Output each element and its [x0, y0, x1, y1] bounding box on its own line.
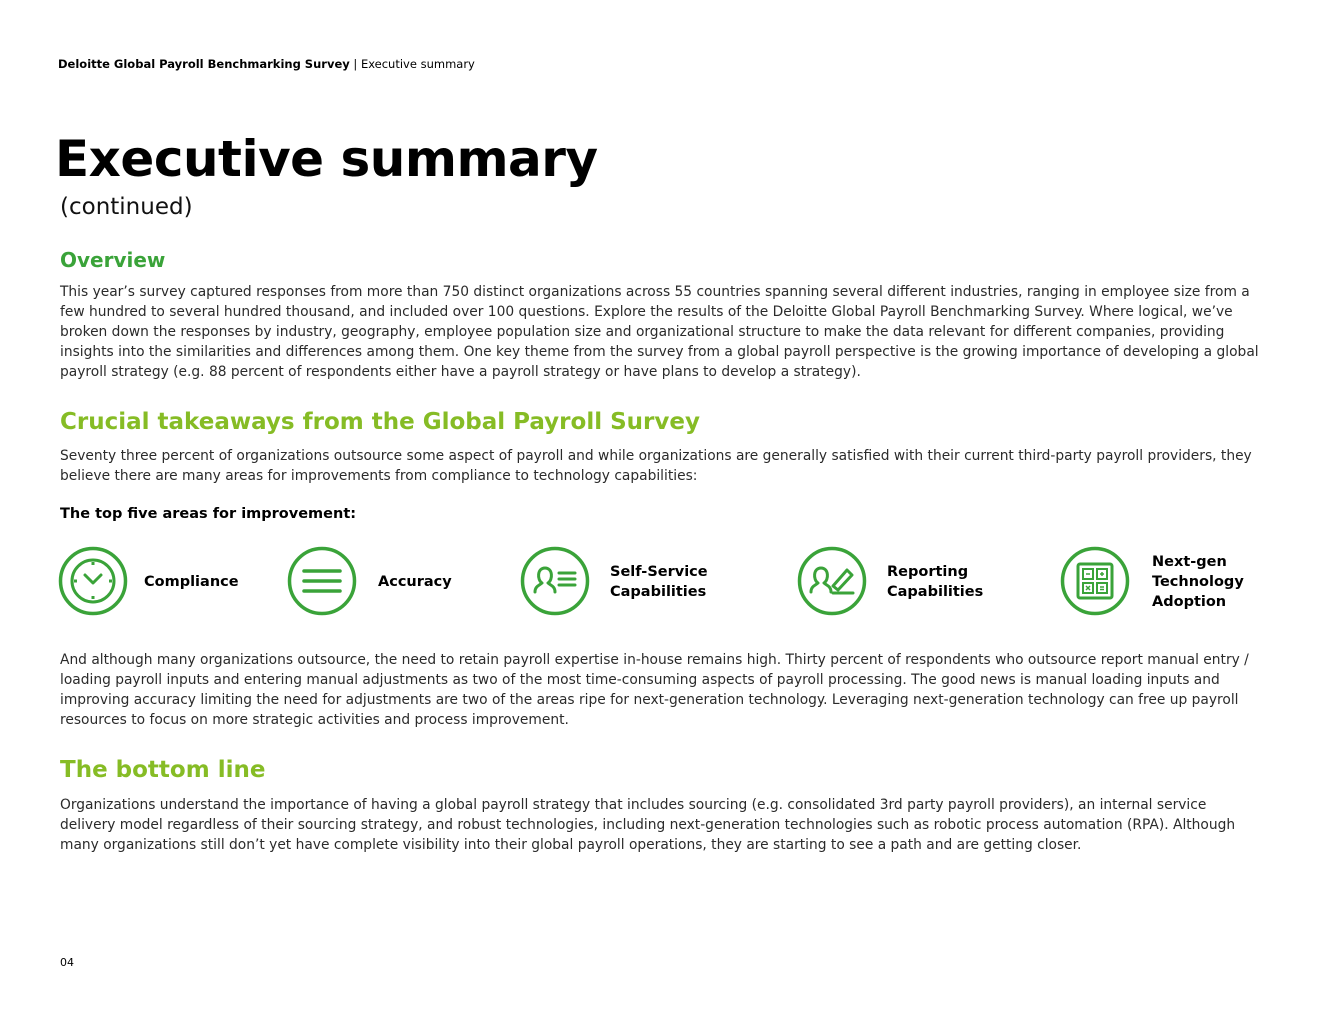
area-label-line: Compliance: [144, 574, 239, 590]
area-label-line: Technology: [1152, 574, 1244, 590]
list-icon: [287, 546, 357, 616]
takeaways-body: Seventy three percent of organizations outsource some aspect of payroll and while organizations are generally satisfied with their current third-party payroll providers, they believe there are many areas for improvements from compliance to technology capabilities:: [60, 448, 1252, 484]
overview-heading: Overview: [60, 248, 166, 272]
area-label-line: Accuracy: [378, 574, 452, 590]
area-label-accuracy: [378, 572, 452, 592]
bottom-line-heading: The bottom line: [60, 757, 266, 783]
running-header: [58, 57, 475, 71]
area-label-line: Adoption: [1152, 594, 1227, 610]
user-list-icon: [520, 546, 590, 616]
header-brand: Deloitte Global Payroll Benchmarking Survey: [58, 57, 350, 71]
area-label-self-service: [610, 562, 708, 602]
header-section: Executive summary: [360, 57, 475, 71]
area-label-line: Self-Service: [610, 564, 708, 580]
area-label-line: Capabilities: [887, 584, 984, 600]
clock-icon: [58, 546, 128, 616]
area-label-reporting: [887, 562, 983, 602]
calculator-icon: [1060, 546, 1130, 616]
page-title: Executive summary: [55, 130, 598, 188]
takeaways-heading: Crucial takeaways from the Global Payroll Survey: [60, 409, 700, 435]
top-five-label: The top five areas for improvement:: [60, 506, 357, 522]
header-separator: |: [349, 57, 361, 71]
area-label-line: Capabilities: [610, 584, 707, 600]
area-label-compliance: [144, 572, 239, 592]
area-label-next-gen: [1152, 552, 1244, 612]
area-label-line: Next-gen: [1152, 554, 1227, 570]
followup-body: And although many organizations outsource, the need to retain payroll expertise in-house remains high. Thirty percent of respondents who outsource report manual entry / loading payroll inputs and entering manual adjustments as two of the most time-consuming aspects of payroll processing. The good news is manual loading inputs and improving accuracy limiting the need for adjustments are two of the areas ripe for next-generation technology. Leveraging next-generation technology can free up payroll resources to focus on more strategic activities and process improvement.: [60, 652, 1249, 728]
page-number: 04: [60, 956, 74, 969]
area-label-line: Reporting: [887, 564, 969, 580]
bottom-line-body: Organizations understand the importance of having a global payroll strategy that includes sourcing (e.g. consolidated 3rd party payroll providers), an internal service delivery model regardless of their sourcing strategy, and robust technologies, including next-generation technologies such as robotic process automation (RPA). Although many organizations still don’t yet have complete visibility into their global payroll operations, they are starting to see a path and are getting closer.: [60, 797, 1236, 853]
overview-body: This year’s survey captured responses from more than 750 distinct organizations across 55 countries spanning several different industries, ranging in employee size from a few hundred to several hundred thousand, and included over 100 questions. Explore the results of the Deloitte Global Payroll Benchmarking Survey. Where logical, we’ve broken down the responses by industry, geography, employee population size and organizational structure to make the data relevant for different companies, providing insights into the similarities and differences among them. One key theme from the survey from a global payroll perspective is the growing importance of developing a global payroll strategy (e.g. 88 percent of respondents either have a payroll strategy or have plans to develop a strategy).: [60, 284, 1259, 380]
user-edit-icon: [797, 546, 867, 616]
page-subtitle: (continued): [60, 194, 193, 220]
